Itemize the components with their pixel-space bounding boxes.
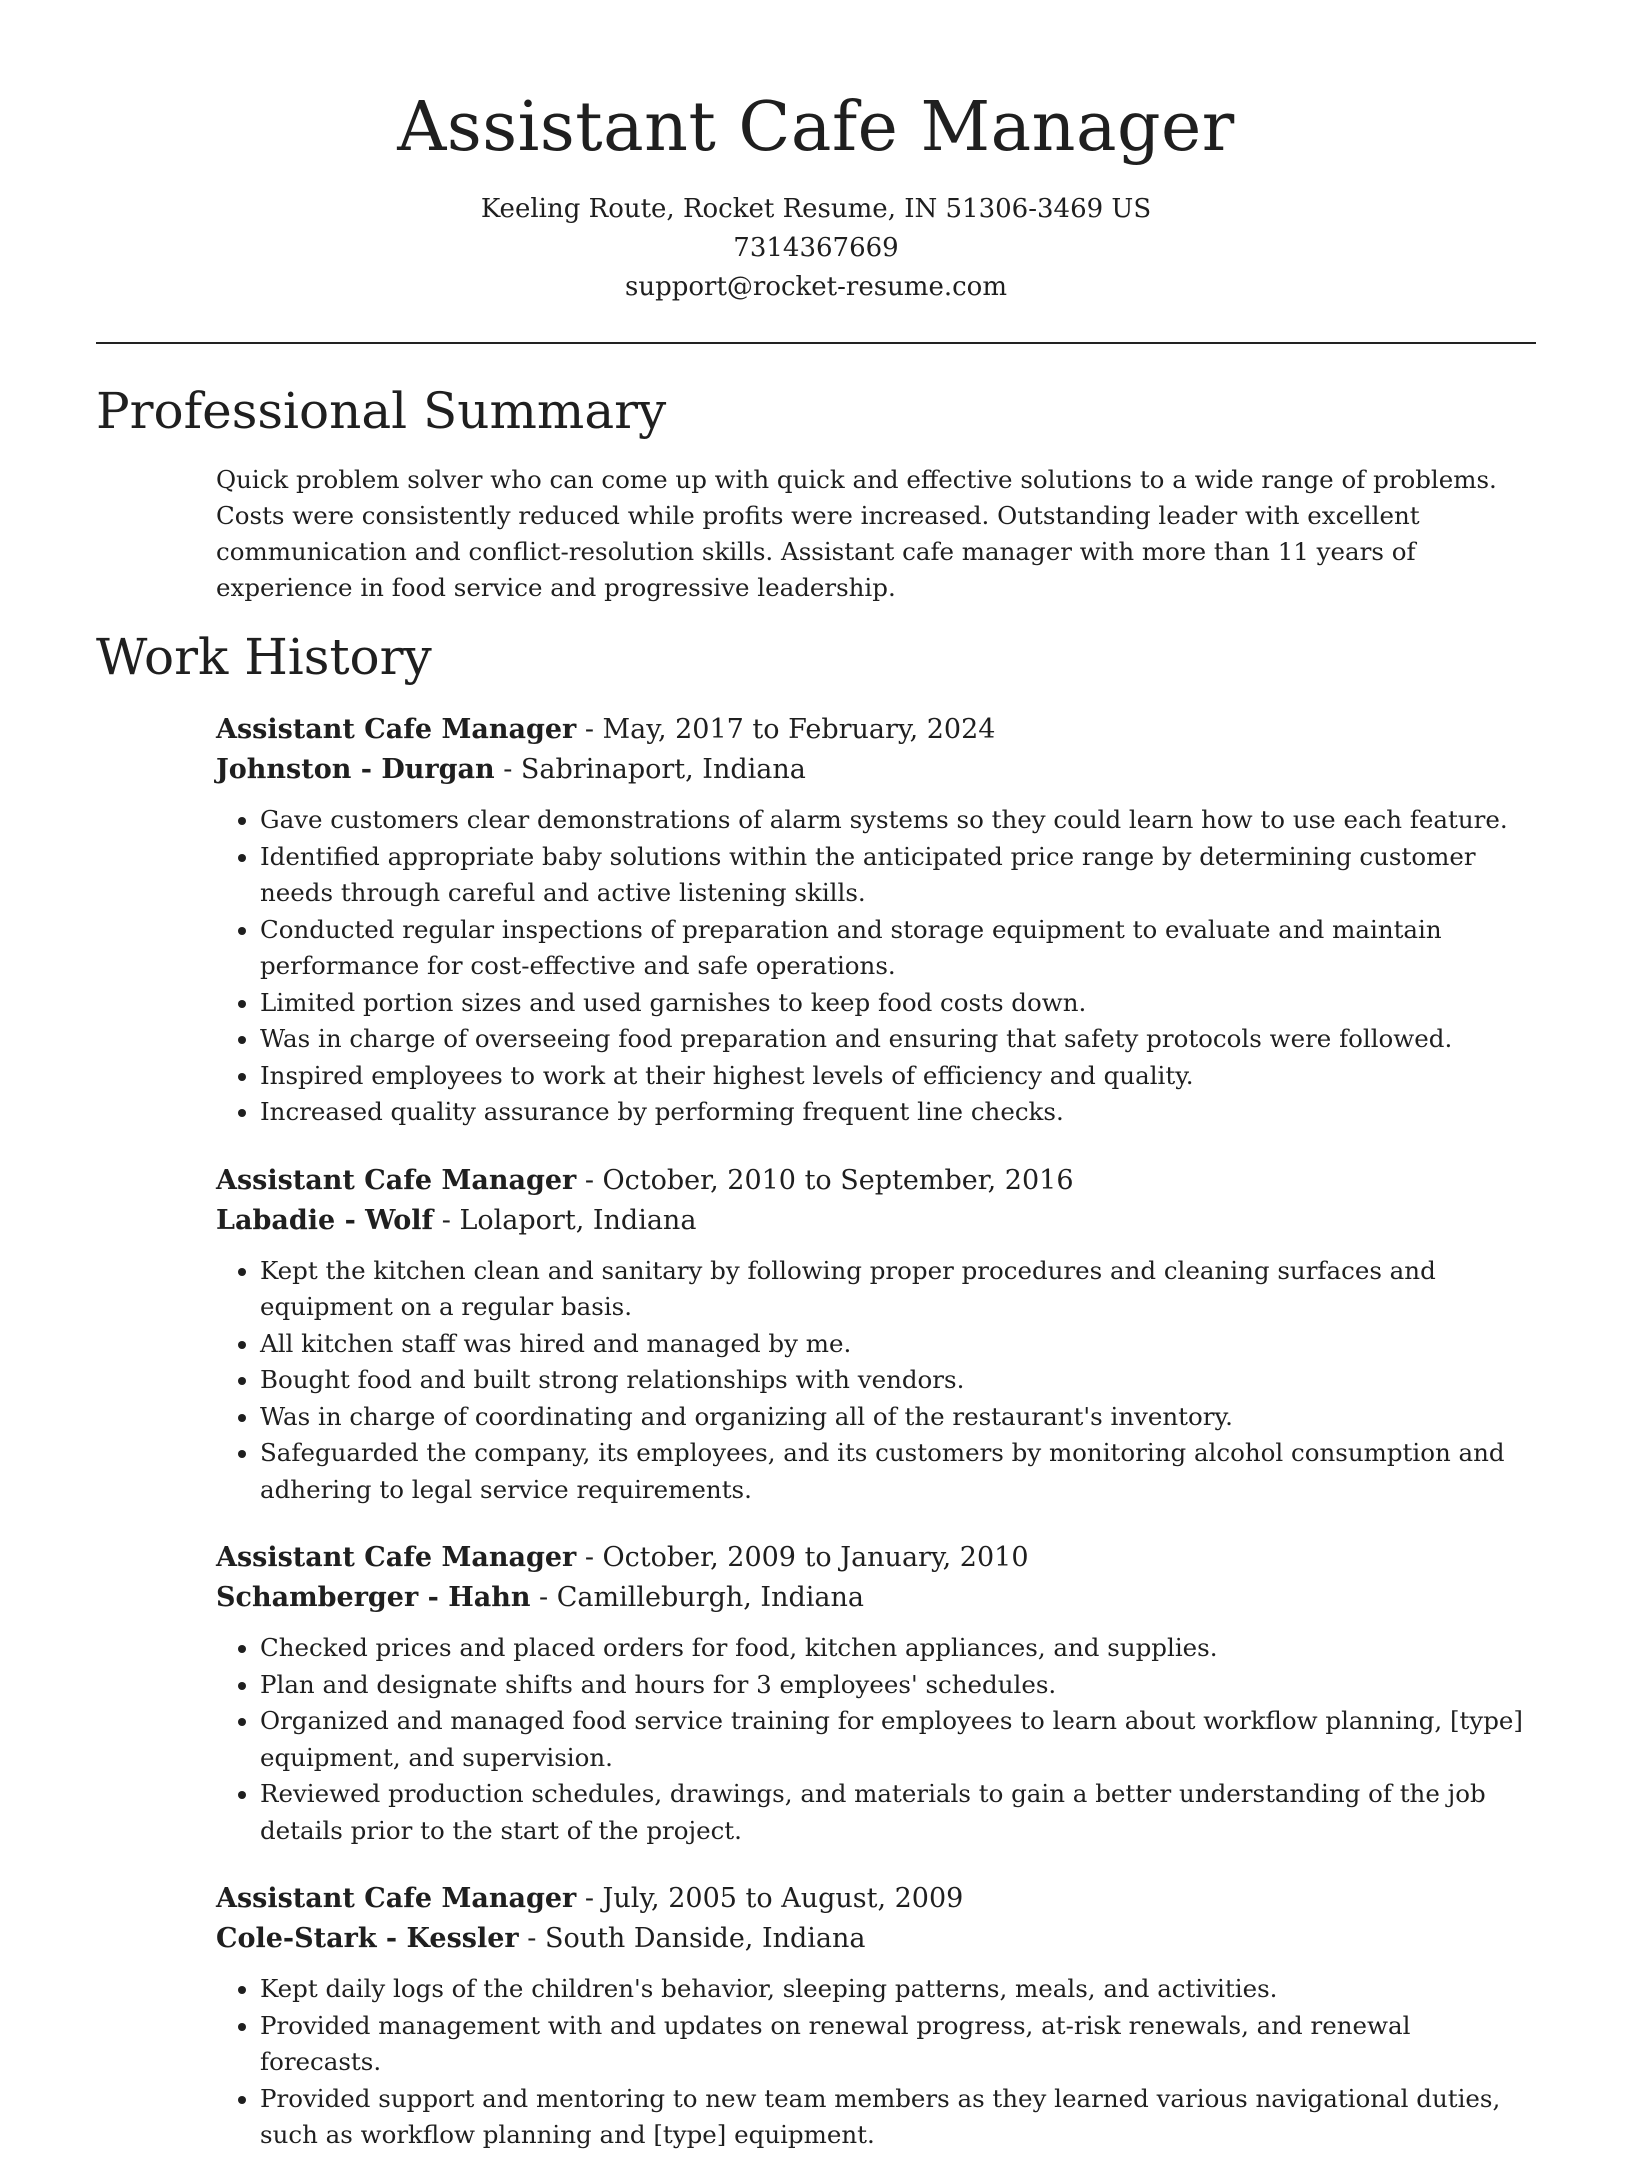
job-location: - Camilleburgh, Indiana: [530, 1582, 864, 1613]
job-bullets: [216, 1253, 1536, 1509]
job-title: Assistant Cafe Manager: [216, 1883, 577, 1914]
job-location: - Sabrinaport, Indiana: [494, 754, 806, 785]
job-bullet: • Gave customers clear demonstrations of alarm systems so they could learn how to use each feature.: [260, 802, 1536, 839]
job-bullet: • Safeguarded the company, its employees, and its customers by monitoring alcohol consumption and adhering to legal service requirements.: [260, 1435, 1536, 1508]
job-dates: - October, 2009 to January, 2010: [576, 1542, 1029, 1573]
job-bullet: • Was in charge of overseeing food preparation and ensuring that safety protocols were followed.: [260, 1021, 1536, 1058]
job-bullet: • Kept daily logs of the children's behavior, sleeping patterns, meals, and activities.: [260, 1971, 1536, 2008]
job-bullet: • Inspired employees to work at their highest levels of efficiency and quality.: [260, 1058, 1536, 1095]
work-history-list: [216, 710, 1536, 2184]
job-bullets: [216, 802, 1536, 1131]
job-entry: [216, 1879, 1536, 2154]
candidate-name: Assistant Cafe Manager: [397, 88, 1235, 167]
job-bullet: • Checked prices and placed orders for food, kitchen appliances, and supplies.: [260, 1630, 1536, 1667]
job-title: Assistant Cafe Manager: [216, 1164, 577, 1196]
job-company-line: [216, 1201, 1536, 1241]
job-location: - Lolaport, Indiana: [433, 1204, 697, 1236]
work-history-heading: Work History: [96, 628, 432, 686]
contact-phone: 7314367669: [733, 233, 899, 263]
job-title-line: [216, 710, 1536, 750]
summary-text: Quick problem solver who can come up with quick and effective solutions to a wide range of problems. Costs were consistently reduced while profits were increased. Outstanding leader with excellent communication and conflict-resolution skills. Assistant cafe manager with more than 11 years of experience in food service and progressive leadership.: [216, 465, 1497, 602]
job-bullet: • Was in charge of coordinating and organizing all of the restaurant's inventory.: [260, 1399, 1536, 1436]
job-company: Johnston - Durgan: [216, 754, 495, 785]
job-company: Schamberger - Hahn: [216, 1582, 531, 1613]
job-entry: [216, 1538, 1536, 1849]
job-company: Cole-Stark - Kessler: [216, 1923, 519, 1954]
job-entry: [216, 1161, 1536, 1509]
job-bullet: • All kitchen staff was hired and managed by me.: [260, 1326, 1536, 1363]
job-company: Labadie - Wolf: [216, 1204, 434, 1236]
job-title-line: [216, 1161, 1536, 1201]
job-bullets: [216, 1971, 1536, 2154]
job-bullet: • Bought food and built strong relationships with vendors.: [260, 1362, 1536, 1399]
job-bullet: • Increased quality assurance by performing frequent line checks.: [260, 1094, 1536, 1131]
job-company-line: [216, 1919, 1536, 1959]
job-bullet: • Limited portion sizes and used garnishes to keep food costs down.: [260, 985, 1536, 1022]
header-divider: [96, 342, 1536, 344]
job-dates: - May, 2017 to February, 2024: [576, 714, 996, 745]
job-dates: - October, 2010 to September, 2016: [576, 1164, 1074, 1196]
job-title-line: [216, 1538, 1536, 1578]
job-bullet: • Reviewed production schedules, drawings, and materials to gain a better understanding of the job details prior to the start of the project.: [260, 1776, 1536, 1849]
job-company-line: [216, 750, 1536, 790]
job-bullet: • Provided support and mentoring to new team members as they learned various navigational duties, such as workflow planning and [type] equipment.: [260, 2081, 1536, 2154]
job-title: Assistant Cafe Manager: [216, 1542, 577, 1573]
job-title-line: [216, 1879, 1536, 1919]
contact-block: [0, 190, 1632, 307]
job-company-line: [216, 1578, 1536, 1618]
job-entry: [216, 710, 1536, 1131]
job-location: - South Danside, Indiana: [518, 1923, 866, 1954]
job-bullet: • Organized and managed food service training for employees to learn about workflow planning, [type] equipment, and supervision.: [260, 1703, 1536, 1776]
job-bullet: • Provided management with and updates on renewal progress, at-risk renewals, and renewal forecasts.: [260, 2008, 1536, 2081]
contact-email: support@rocket-resume.com: [624, 272, 1007, 302]
job-bullets: [216, 1630, 1536, 1849]
resume-header: [0, 0, 1632, 307]
summary-heading: Professional Summary: [96, 382, 667, 440]
job-bullet: • Identified appropriate baby solutions within the anticipated price range by determining customer needs through careful and active listening skills.: [260, 839, 1536, 912]
job-title: Assistant Cafe Manager: [216, 714, 577, 745]
job-bullet: • Kept the kitchen clean and sanitary by following proper procedures and cleaning surfaces and equipment on a regular basis.: [260, 1253, 1536, 1326]
job-bullet: • Conducted regular inspections of preparation and storage equipment to evaluate and maintain performance for cost-effective and safe operations.: [260, 912, 1536, 985]
contact-address: Keeling Route, Rocket Resume, IN 51306-3469 US: [480, 194, 1152, 224]
job-dates: - July, 2005 to August, 2009: [576, 1883, 964, 1914]
job-bullet: • Plan and designate shifts and hours for 3 employees' schedules.: [260, 1667, 1536, 1704]
